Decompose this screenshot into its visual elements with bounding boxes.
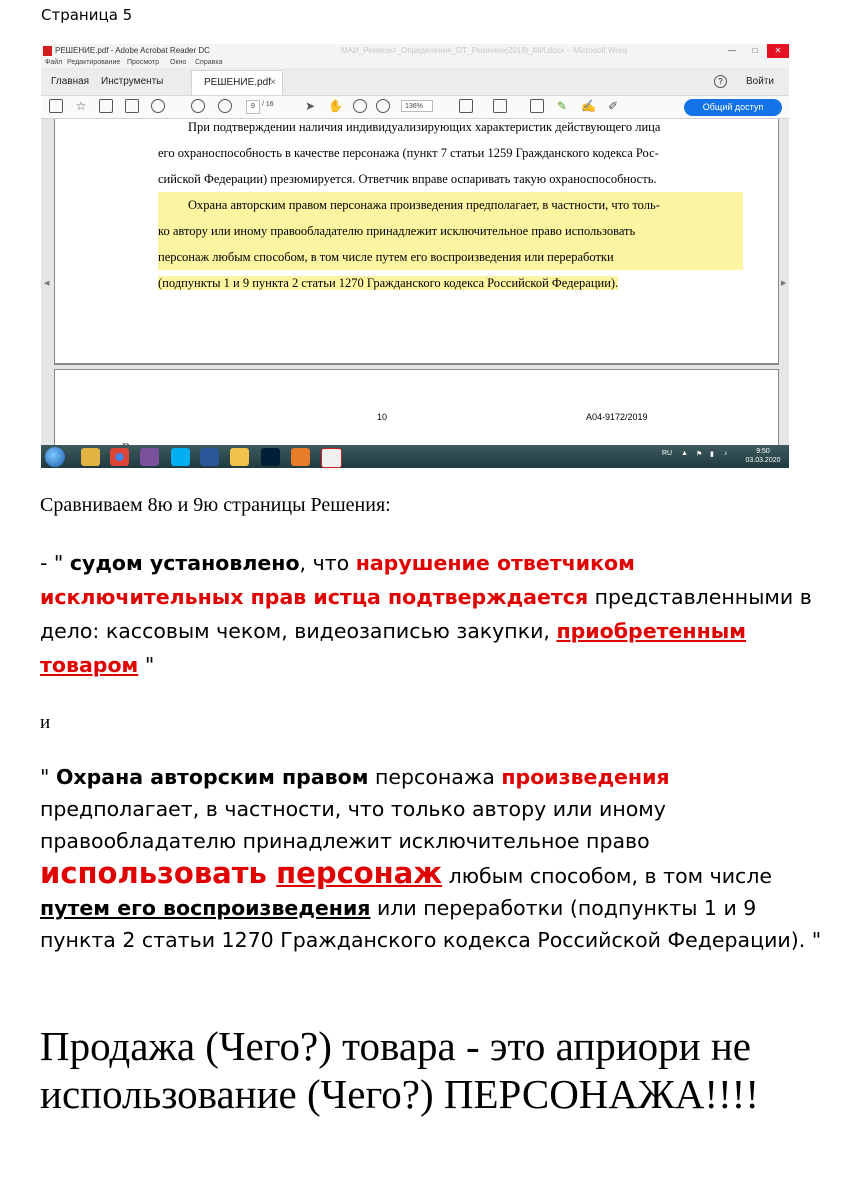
- bookmark-star-icon[interactable]: ☆: [75, 99, 87, 113]
- photoshop-icon[interactable]: [261, 448, 280, 466]
- pdf-page-number: 10: [377, 412, 388, 422]
- page-up-icon[interactable]: [191, 99, 205, 113]
- quote-big-red-phrase: использовать: [40, 856, 267, 890]
- quote-space: [267, 856, 276, 890]
- minimize-button[interactable]: —: [728, 46, 736, 55]
- background-window-title: МАИ_Реквизит_Определения_ОТ_Решение(2019)_МИ.docx – Microsoft Word: [341, 46, 627, 55]
- quote-close: ": [138, 653, 155, 677]
- word-icon[interactable]: [200, 448, 219, 466]
- skype-icon[interactable]: [171, 448, 190, 466]
- zoom-out-icon[interactable]: [353, 99, 367, 113]
- page-total: / 16: [262, 101, 274, 108]
- quote-text: , что: [299, 551, 356, 575]
- page-label: Страница 5: [41, 6, 133, 24]
- quote-text: представленными в дело: кассовым чеком, видеозаписью закупки,: [40, 585, 812, 643]
- share-button[interactable]: Общий доступ: [684, 99, 782, 116]
- document-viewport[interactable]: [41, 119, 789, 446]
- pdf-line-wrap: [158, 270, 743, 296]
- quote-text: или переработки (подпункты 1 и 9 пункта 2 статьи 1270 Гражданского кодекса Российской Федерации). ": [40, 896, 822, 952]
- pdf-paragraph: [158, 114, 743, 296]
- quote-big-red-underlined-phrase: персонаж: [276, 856, 443, 890]
- caption: Сравниваем 8ю и 9ю страницы Решения:: [40, 494, 391, 516]
- tray-arrow-icon[interactable]: ▲: [681, 450, 688, 457]
- start-button-icon[interactable]: [45, 447, 65, 467]
- app-icon[interactable]: [291, 448, 310, 466]
- conclusion: Продажа (Чего?) товара - это априори не использование (Чего?) ПЕРСОНАЖА!!!!: [40, 1023, 759, 1117]
- menu-view[interactable]: Просмотр: [127, 59, 159, 66]
- language-indicator[interactable]: RU: [662, 450, 673, 457]
- zoom-in-icon[interactable]: [376, 99, 390, 113]
- pdf-line: При подтверждении наличия индивидуализирующих характеристик действующего лица: [188, 120, 661, 134]
- network-icon[interactable]: ▮: [710, 451, 714, 458]
- page-fit-icon[interactable]: [459, 99, 473, 113]
- maximize-button[interactable]: □: [752, 46, 758, 55]
- scroll-right-icon[interactable]: ▶: [781, 280, 787, 287]
- search-icon[interactable]: [151, 99, 165, 113]
- pdf-line: его охраноспособность в качестве персонажа (пункт 7 статьи 1259 Гражданского кодекса Рос-: [158, 146, 659, 160]
- pdf-highlighted-line: Охрана авторским правом персонажа произведения предполагает, в частности, что толь-: [158, 192, 743, 218]
- print-icon[interactable]: [99, 99, 113, 113]
- quote-red-phrase: произведения: [501, 765, 670, 789]
- conjunction: и: [40, 712, 51, 733]
- quote-bold-phrase: Охрана авторским правом: [55, 765, 369, 789]
- window-titlebar: [41, 44, 789, 59]
- pdf-highlighted-line: (подпункты 1 и 9 пункта 2 статьи 1270 Гражданского кодекса Российской Федерации).: [158, 276, 619, 290]
- quote-open: ": [40, 765, 56, 789]
- quote-open: - ": [40, 551, 70, 575]
- window-title: РЕШЕНИЕ.pdf - Adobe Acrobat Reader DC: [55, 46, 210, 55]
- scroll-left-icon[interactable]: ◀: [44, 280, 50, 287]
- quote-court-finding: [40, 546, 820, 682]
- help-icon[interactable]: ?: [714, 75, 727, 88]
- clock-date: 03.03.2020: [745, 457, 781, 464]
- tab-document-label: РЕШЕНИЕ.pdf: [204, 77, 271, 88]
- menu-window[interactable]: Окно: [170, 59, 187, 66]
- windows-taskbar: [41, 445, 789, 468]
- menu-file[interactable]: Файл: [45, 59, 63, 66]
- keyboard-icon[interactable]: [493, 99, 507, 113]
- quote-text: персонажа: [368, 765, 502, 789]
- fill-sign-icon[interactable]: ✐: [607, 99, 619, 113]
- chrome-icon[interactable]: [110, 448, 129, 466]
- explorer-icon[interactable]: [81, 448, 100, 466]
- tab-home[interactable]: Главная: [51, 76, 90, 87]
- page-down-icon[interactable]: [218, 99, 232, 113]
- hand-tool-icon[interactable]: ✋: [328, 99, 343, 113]
- save-icon[interactable]: [49, 99, 63, 113]
- acrobat-screenshot: [41, 44, 789, 468]
- pdf-line: сийской Федерации) презюмируется. Ответчик вправе оспаривать такую охраноспособность.: [158, 172, 657, 186]
- quote-red-phrase: нарушение ответчиком исключительных прав истца подтверждается: [40, 551, 635, 609]
- email-icon[interactable]: [125, 99, 139, 113]
- menu-help[interactable]: Справка: [195, 59, 223, 66]
- close-tab-icon[interactable]: ×: [270, 77, 276, 88]
- volume-icon[interactable]: ♪: [724, 450, 728, 457]
- quote-bold-underlined-phrase: путем его воспроизведения: [40, 896, 371, 920]
- folder-icon[interactable]: [230, 448, 249, 466]
- quote-red-underlined-phrase: приобретенным товаром: [40, 619, 747, 677]
- viber-icon[interactable]: [140, 448, 159, 466]
- quote-text: любым способом, в том числе: [442, 864, 773, 888]
- select-cursor-icon[interactable]: ➤: [304, 99, 316, 113]
- tab-tools[interactable]: Инструменты: [101, 76, 164, 87]
- zoom-select[interactable]: 136%: [401, 100, 433, 112]
- menu-edit[interactable]: Редактирование: [67, 59, 121, 66]
- comment-icon[interactable]: [530, 99, 544, 113]
- sign-icon[interactable]: ✍: [581, 99, 596, 113]
- close-window-button[interactable]: ✕: [767, 44, 789, 58]
- tab-document[interactable]: [191, 70, 283, 95]
- highlighter-icon[interactable]: ✎: [556, 99, 568, 113]
- page-number-input[interactable]: 9: [246, 100, 260, 114]
- pdf-highlighted-line: персонаж любым способом, в том числе путем его воспроизведения или переработки: [158, 244, 743, 270]
- quote-text: предполагает, в частности, что только автору или иному правообладателю принадлежит исключительное право: [40, 797, 666, 853]
- flag-icon[interactable]: ⚑: [696, 451, 703, 458]
- quote-bold-phrase: судом установлено: [69, 551, 300, 575]
- menu-bar: [41, 58, 789, 68]
- tab-bar: [41, 68, 789, 96]
- pdf-page: [54, 119, 779, 365]
- quote-copyright: [40, 761, 830, 956]
- acrobat-taskbar-icon[interactable]: [321, 448, 342, 468]
- pdf-case-number: А04-9172/2019: [586, 412, 648, 422]
- taskbar-clock[interactable]: [741, 447, 785, 465]
- acrobat-app-icon: [43, 46, 52, 56]
- sign-in-link[interactable]: Войти: [746, 76, 774, 87]
- clock-time: 9:50: [756, 448, 770, 455]
- pdf-highlighted-line: ко автору или иному правообладателю принадлежит исключительное право использовать: [158, 218, 743, 244]
